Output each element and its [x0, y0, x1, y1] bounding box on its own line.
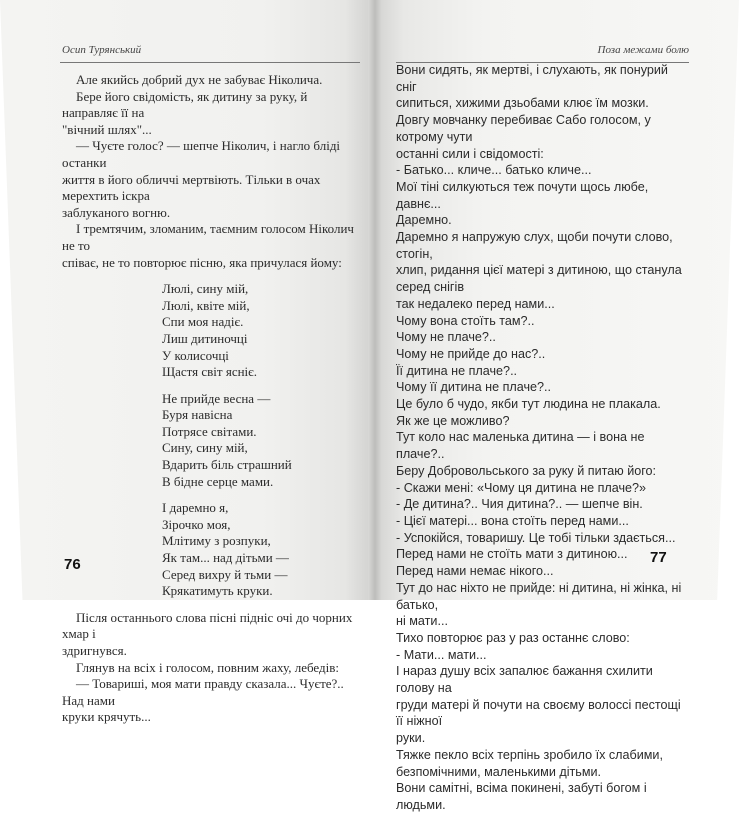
text-line: сипиться, хижими дзьобами клює їм мозки. [396, 96, 649, 111]
paragraph: Після останнього слова пісні підніс очі до чорних хмар і [62, 609, 353, 642]
poem-line: В бідне серце мами. [162, 473, 274, 489]
text-line: руки. [396, 731, 426, 746]
left-page-text [62, 72, 360, 726]
spacer [62, 600, 360, 610]
text-line: безпомічними, маленькими дітьми. [396, 764, 602, 779]
text-line: останні сили і свідомості: [396, 146, 544, 161]
poem-line: Як там... над дітьми — [162, 550, 289, 566]
text-line: - Цієї матері... вона стоїть перед нами... [396, 513, 629, 528]
text-line: Беру Добровольського за руку й питаю його: [396, 463, 657, 478]
paragraph: життя в його обличчі мертвіють. Тільки в очах мерехтить іскра [62, 171, 321, 204]
stanza-break [62, 381, 360, 391]
poem-line: Крякатимуть круки. [162, 583, 273, 599]
book-spine [368, 0, 382, 600]
text-line: Чому вона стоїть там?.. [396, 313, 535, 328]
text-line: - Скажи мені: «Чому ця дитина не плаче?» [396, 480, 647, 495]
paragraph: Глянув на всіх і голосом, повним жаху, лебедів: [76, 659, 339, 675]
text-line: - Успокійся, товаришу. Це тобі тільки здається... [396, 530, 676, 545]
paragraph: здригнувся. [62, 643, 127, 658]
text-line: так недалеко перед нами... [396, 296, 555, 311]
poem-line: Люлі, сину мій, [162, 281, 249, 297]
poem-line: Сину, сину мій, [162, 440, 248, 456]
text-line: Чому її дитина не плаче?.. [396, 380, 552, 395]
paragraph: Але якийсь добрий дух не забуває Ніколича. [76, 72, 323, 87]
poem-line: Вдарить біль страшний [162, 457, 292, 473]
poem-line: І даремно я, [162, 500, 229, 516]
text-line: Тут до нас ніхто не прийде: ні дитина, ні жінка, ні батько, [396, 580, 682, 612]
text-line: Тяжке пекло всіх терпінь зробило їх слабими, [396, 747, 663, 762]
right-page-text [396, 62, 691, 814]
left-running-header: Осип Турянський [62, 44, 142, 56]
paragraph: круки крячуть... [62, 709, 151, 725]
poem-line: Зірочко моя, [162, 516, 231, 532]
text-line: Мої тіні силкуються теж почути щось любе, давнє... [396, 179, 649, 211]
text-line: - Мати... мати... [396, 647, 487, 662]
poem-line: Щастя світ ясніє. [162, 364, 257, 380]
left-header-rule [60, 62, 360, 63]
paragraph: — Товариші, моя мати правду сказала... Чуєте?.. Над нами [62, 676, 344, 708]
text-line: Перед нами немає нікого... [396, 564, 554, 579]
paragraph: "вічний шлях"... [62, 121, 152, 137]
paragraph: заблуканого вогню. [62, 204, 171, 220]
text-line: Вони сидять, як мертві, і слухають, як понурий сніг [396, 63, 668, 94]
paragraph: співає, не то повторює пісню, яка причулася йому: [62, 254, 342, 270]
poem-line: У колисочці [162, 347, 229, 363]
text-line: І нараз душу всіх запалює бажання схилити голову на [396, 664, 653, 696]
text-line: Її дитина не плаче?.. [396, 363, 518, 378]
poem [62, 281, 360, 600]
text-line: Чому не плаче?.. [396, 330, 496, 345]
paragraph: Бере його свідомість, як дитину за руку, й направляє її на [62, 88, 308, 121]
text-line: Перед нами не стоїть мати з дитиною... [396, 547, 628, 562]
text-line: хлип, ридання цієї матері з дитиною, що станула серед снігів [396, 263, 682, 295]
left-page-number: 76 [64, 556, 81, 573]
spacer [62, 271, 360, 281]
text-line: Даремно я напружую слух, щоби почути слово, стогін, [396, 230, 673, 261]
text-line: Тут коло нас маленька дитина — і вона не плаче?.. [396, 430, 645, 462]
poem-line: Серед вихру й тьми — [162, 566, 288, 582]
text-line: Це було б чудо, якби тут людина не плакала. [396, 397, 661, 412]
text-line: Тихо повторює раз у раз останнє слово: [396, 630, 630, 645]
poem-line: Буря навісна [162, 407, 233, 423]
right-page-number: 77 [650, 549, 667, 566]
paragraph: — Чуєте голос? — шепче Ніколич, і нагло бліді останки [62, 138, 341, 170]
poem-line: Млітиму з розпуки, [162, 533, 271, 549]
paragraph: І тремтячим, зломаним, таємним голосом Ніколич не то [62, 221, 354, 253]
text-line: Даремно. [396, 213, 452, 228]
poem-line: Лиш дитиночці [162, 330, 248, 346]
poem-line: Люлі, квіте мій, [162, 297, 250, 313]
text-line: Чому не прийде до нас?.. [396, 346, 546, 361]
right-running-header: Поза межами болю [597, 44, 689, 56]
text-line: груди матері й почути на своєму волоссі пестощі її ніжної [396, 697, 681, 729]
poem-line: Не прийде весна — [162, 390, 271, 406]
text-line: - Батько... кличе... батько кличе... [396, 163, 592, 178]
text-line: Вони самітні, всіма покинені, забуті богом і людьми. [396, 781, 647, 812]
text-line: - Де дитина?.. Чия дитина?.. — шепче він. [396, 497, 643, 512]
stanza-break [62, 490, 360, 500]
poem-line: Потрясе світами. [162, 423, 257, 439]
text-line: Довгу мовчанку перебиває Сабо голосом, у котрому чути [396, 113, 651, 144]
text-line: Як же це можливо? [396, 413, 510, 428]
text-line: ні мати... [396, 614, 448, 629]
poem-line: Спи моя надіє. [162, 314, 244, 330]
